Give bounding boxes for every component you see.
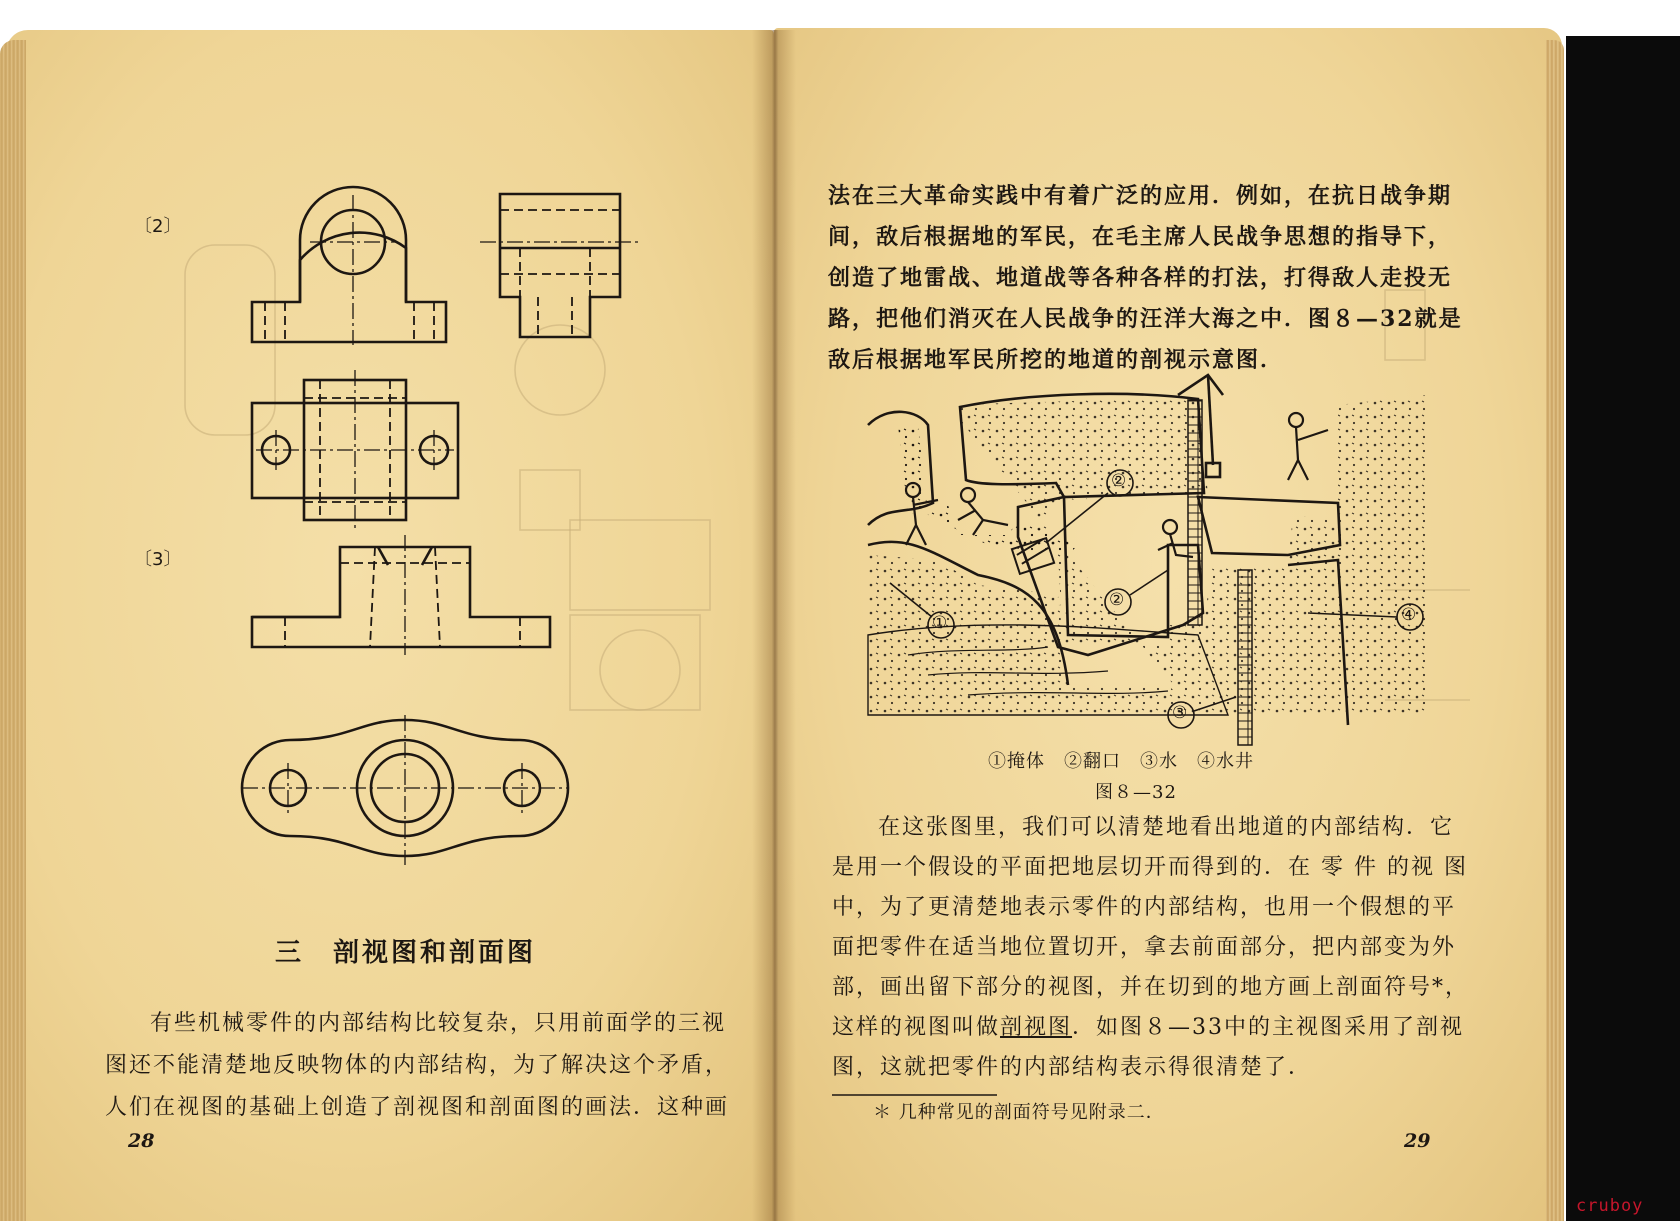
footnote-rule — [832, 1093, 1002, 1097]
figure-2-side-view — [490, 192, 630, 352]
right-intro-line-1: 法在三大革命实践中有着广泛的应用．例如，在抗日战争期 — [828, 183, 1453, 209]
figure-2-label: 〔2〕 — [134, 216, 182, 237]
right-body-line-3: 中，为了更清楚地表示零件的内部结构，也用一个假想的平 — [832, 895, 1457, 920]
figure-2-front-view — [252, 187, 446, 345]
right-body-line-6 — [832, 1008, 1464, 1048]
right-body-line-4: 面把零件在适当地位置切开，拿去前面部分，把内部变为外 — [832, 935, 1457, 960]
footnote: ＊ 几种常见的剖面符号见附录二． — [873, 1102, 1165, 1123]
line-6-start: 这样的视图叫做 — [832, 1015, 1001, 1040]
term-sectional-view: 剖视图 — [1000, 1015, 1073, 1040]
left-paragraph-line-3: 人们在视图的基础上创造了剖视图和剖面图的画法．这种画 — [105, 1095, 730, 1120]
tunnel-marker-1: ① — [932, 613, 949, 633]
left-paragraph-line-1: 有些机械零件的内部结构比较复杂，只用前面学的三视 — [150, 1011, 727, 1036]
right-intro-line-2: 间，敌后根据地的军民，在毛主席人民战争思想的指导下， — [828, 224, 1453, 250]
right-body-line-7: 图，这就把零件的内部结构表示得很清楚了． — [832, 1055, 1313, 1080]
enemy-figure — [958, 488, 1008, 535]
tunnel-marker-4: ④ — [1401, 605, 1418, 625]
figure-caption: 图８—32 — [1095, 782, 1177, 803]
right-intro-line-5: 敌后根据地军民所挖的地道的剖视示意图． — [828, 347, 1285, 373]
figure-3-front-view — [250, 545, 560, 655]
worker-figure — [1288, 413, 1328, 480]
tunnel-marker-2b: ② — [1109, 590, 1126, 610]
right-intro-line-4: 路，把他们消灭在人民战争的汪洋大海之中．图８—32就是 — [828, 306, 1463, 332]
scanner-watermark: cruboy — [1576, 1196, 1644, 1216]
right-page-number: 29 — [1404, 1130, 1431, 1152]
section-heading: 三 剖视图和剖面图 — [275, 938, 537, 968]
right-body-line-1: 在这张图里，我们可以清楚地看出地道的内部结构．它 — [878, 815, 1455, 840]
line-6-end: ．如图８—33中的主视图采用了剖视 — [1072, 1015, 1465, 1040]
tunnel-marker-3: ③ — [1172, 703, 1189, 723]
right-intro-line-3: 创造了地雷战、地道战等各种各样的打法，打得敌人走投无 — [828, 265, 1453, 291]
figure-3-top-view — [250, 715, 570, 865]
figure-2-top-view — [250, 378, 470, 523]
right-body-line-5: 部，画出留下部分的视图，并在切到的地方画上剖面符号*， — [832, 975, 1470, 1000]
left-paragraph-line-2: 图还不能清楚地反映物体的内部结构，为了解决这个矛盾， — [105, 1053, 730, 1078]
right-body-line-2: 是用一个假设的平面把地层切开而得到的．在 零 件 的视 图 — [832, 855, 1468, 880]
figure-3-label: 〔3〕 — [134, 549, 182, 570]
tunnel-marker-2a: ② — [1111, 471, 1128, 491]
figure-legend: ①掩体 ②翻口 ③水 ④水井 — [988, 751, 1254, 772]
tunnel-illustration — [868, 385, 1428, 750]
left-page-number: 28 — [128, 1130, 155, 1152]
